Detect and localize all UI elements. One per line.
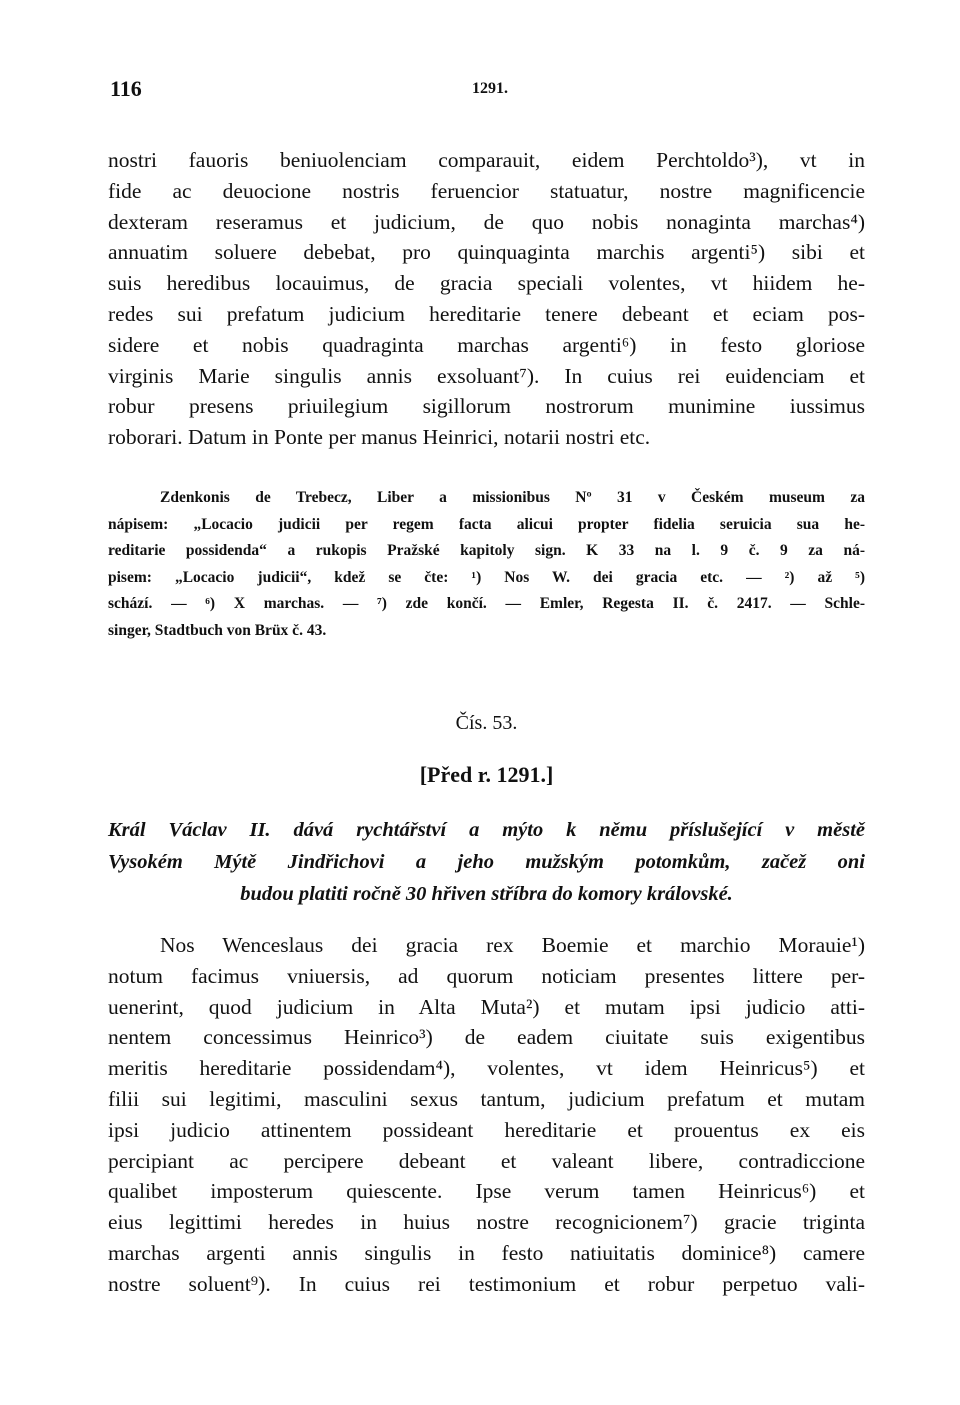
continuation-paragraph: [108, 145, 865, 453]
text-line: fide ac deuocione nostris feruencior statuatur, nostre magnificencie: [108, 178, 865, 203]
text-line: Nos Wenceslaus dei gracia rex Boemie et marchio Morauie¹): [160, 933, 865, 957]
note-line: pisem: „Locacio judicii“, kdež se čte: ¹) Nos W. dei gracia etc. — ²) až ⁵): [108, 568, 865, 586]
note-line: schází. — ⁶) X marchas. — ⁷) zde končí. — Emler, Regesta II. č. 2417. — Schle-: [108, 595, 865, 613]
text-line: nostri fauoris beniuolenciam comparauit, eidem Perchtoldo³), vt in: [108, 148, 865, 172]
document-regest: [108, 814, 865, 910]
text-line: sidere et nobis quadraginta marchas argenti⁶) in festo gloriose: [108, 332, 865, 357]
text-line: nentem concessimus Heinrico³) de eadem ciuitate suis exigentibus: [108, 1025, 865, 1050]
note-line: nápisem: „Locacio judicii per regem facta alicui propter fidelia seruicia sua he-: [108, 515, 865, 533]
text-line: dexteram reseramus et judicium, de quo nobis nonaginta marchas⁴): [108, 209, 865, 234]
text-line: suis heredibus locauimus, de gracia speciali volentes, vt hiidem he-: [108, 271, 865, 296]
text-line: virginis Marie singulis annis exsoluant⁷). In cuius rei euidenciam et: [108, 363, 865, 388]
page-header: [110, 76, 870, 110]
regest-line: Vysokém Mýtě Jindřichovi a jeho mužským potomkům, začež oni: [108, 851, 865, 873]
regest-line: budou platiti ročně 30 hřiven stříbra do komory královské.: [240, 883, 733, 905]
note-line: singer, Stadtbuch von Brüx č. 43.: [108, 621, 327, 639]
document-text: [108, 930, 865, 1300]
text-line: notum facimus vniuersis, ad quorum noticiam presentes littere per-: [108, 963, 865, 988]
text-line: qualibet imposterum quiescente. Ipse verum tamen Heinricus⁶) et: [108, 1179, 865, 1204]
text-line: meritis hereditarie possidendam⁴), volentes, vt idem Heinricus⁵) et: [108, 1056, 865, 1081]
note-line: reditarie possidenda“ a rukopis Pražské kapitoly sign. K 33 na l. 9 č. 9 za ná-: [108, 542, 865, 560]
regest-line: Král Václav II. dává rychtářství a mýto k němu příslušející v městě: [108, 819, 865, 841]
text-line: uenerint, quod judicium in Alta Muta²) et mutam ipsi judicio atti-: [108, 994, 865, 1019]
note-line: Zdenkonis de Trebecz, Liber a missionibus Nº 31 v Českém museum za: [160, 489, 865, 506]
document-number: Čís. 53.: [455, 712, 518, 734]
text-line: ipsi judicio attinentem possideant hereditarie et prouentus ex eis: [108, 1117, 865, 1142]
document-date: [Před r. 1291.]: [419, 762, 554, 787]
text-line: percipiant ac percipere debeant et valeant libere, contradiccione: [108, 1148, 865, 1173]
text-line: eius legittimi heredes in huius nostre recognicionem⁷) gracie triginta: [108, 1210, 865, 1235]
text-line: nostre soluent⁹). In cuius rei testimonium et robur perpetuo vali-: [108, 1271, 865, 1296]
page-number: 116: [110, 76, 142, 101]
text-line: roborari. Datum in Ponte per manus Heinrici, notarii nostri etc.: [108, 425, 651, 450]
text-line: redes sui prefatum judicium hereditarie tenere debeant et eciam pos-: [108, 301, 865, 326]
editorial-notes: [108, 485, 865, 645]
text-line: robur presens priuilegium sigillorum nostrorum munimine iussimus: [108, 394, 865, 419]
text-line: annuatim soluere debebat, pro quinquaginta marchis argenti⁵) sibi et: [108, 240, 865, 265]
running-head-year: 1291.: [472, 80, 508, 97]
text-line: filii sui legitimi, masculini sexus tantum, judicium prefatum et mutam: [108, 1086, 865, 1111]
text-line: marchas argenti annis singulis in festo natiuitatis dominice⁸) camere: [108, 1240, 865, 1265]
